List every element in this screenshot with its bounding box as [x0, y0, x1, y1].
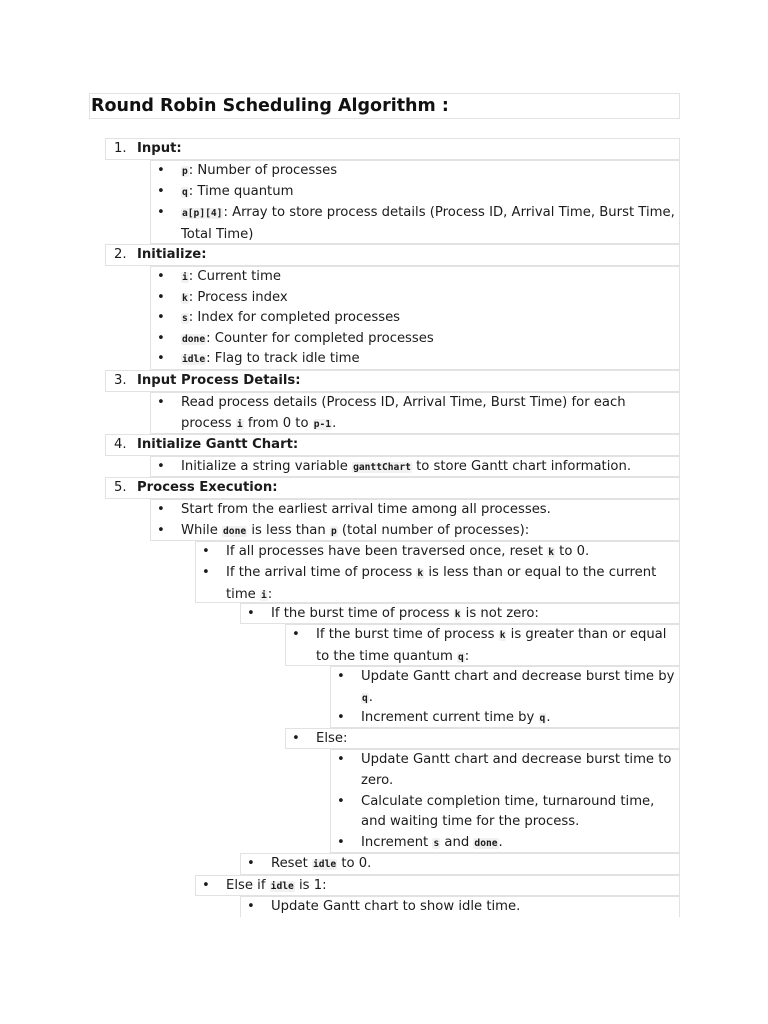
item-text: Else if: [226, 878, 270, 893]
item-text: is less than or equal to the current time: [226, 565, 657, 602]
code-term: idle: [182, 354, 206, 365]
bullet: •: [157, 330, 165, 346]
item-text: and: [440, 835, 474, 850]
bullet: •: [247, 606, 255, 621]
item-text: to 0.: [554, 544, 590, 559]
bullet: •: [157, 523, 165, 538]
item-text: : Process index: [188, 289, 288, 305]
section-number: 4.: [114, 437, 127, 452]
code-term: i: [236, 418, 243, 430]
section-title: Input Process Details:: [137, 373, 301, 388]
item-text: : Array to store process details (Process ID, Arrival Time, Burst Time, Total Time): [181, 205, 675, 242]
code-term: k: [417, 568, 424, 579]
code-term: q: [458, 651, 464, 663]
bullet: •: [157, 184, 165, 199]
item-text: Else:: [316, 731, 348, 746]
bullet: •: [157, 269, 165, 284]
item-text: is 1:: [294, 878, 327, 893]
item-text: is less than: [247, 523, 330, 538]
bullet: •: [157, 163, 165, 178]
code-term: ganttChart: [353, 462, 411, 473]
section-header-input-details: [105, 370, 680, 392]
title-box: [89, 93, 680, 119]
bullet: •: [292, 731, 300, 746]
bullet: •: [157, 459, 165, 474]
item-text: Calculate completion time, turnaround time, and waiting time for the process.: [361, 793, 655, 829]
item-text: : Counter for completed processes: [206, 330, 434, 346]
bullet: •: [157, 351, 165, 366]
code-term: s: [182, 313, 188, 324]
item-text: : Flag to track idle time: [206, 351, 360, 366]
section-title: Input:: [137, 141, 182, 156]
list-item: [285, 728, 680, 749]
code-term: done: [182, 333, 206, 345]
item-text: : Current time: [188, 269, 281, 284]
bullet: •: [202, 565, 210, 580]
item-text: While: [181, 523, 223, 538]
item-text: Read process details (Process ID, Arrival Time, Burst Time) for each process: [181, 395, 626, 431]
item-text: is greater than or equal to the time quantum: [316, 627, 667, 664]
list-item: [150, 499, 680, 541]
item-text: Increment: [361, 835, 433, 850]
item-text: (total number of processes):: [337, 523, 530, 538]
item-text: If the arrival time of process: [226, 565, 417, 580]
code-term: done: [474, 838, 498, 849]
item-text: to 0.: [337, 856, 372, 871]
code-term: p: [182, 166, 188, 177]
item-text: Initialize a string variable: [181, 459, 353, 474]
section-header-gantt: [105, 434, 680, 456]
item-text: Update Gantt chart to show idle time.: [271, 899, 521, 914]
bullet: •: [337, 752, 345, 767]
code-term: p: [330, 526, 337, 537]
item-text: Start from the earliest arrival time among all processes.: [181, 502, 551, 517]
bullet: •: [157, 395, 165, 410]
code-term: s: [433, 838, 440, 849]
section-number: 3.: [114, 373, 127, 388]
item-text: Increment current time by: [361, 710, 539, 725]
bullet: •: [292, 627, 300, 642]
item-text: Reset: [271, 856, 313, 871]
item-text: : Index for completed processes: [188, 310, 401, 325]
code-term: i: [261, 589, 267, 601]
item-text: If all processes have been traversed once, reset: [226, 544, 548, 559]
list-item: [195, 541, 680, 603]
code-term: k: [548, 547, 554, 558]
bullet: •: [337, 710, 345, 725]
code-term: idle: [313, 859, 337, 870]
list-item: [150, 266, 680, 370]
item-text: .: [498, 835, 503, 850]
page-title: Round Robin Scheduling Algorithm :: [91, 96, 449, 116]
code-term: q: [182, 187, 188, 198]
item-text: Update Gantt chart and decrease burst time by: [361, 669, 675, 684]
code-term: a[p][4]: [182, 208, 223, 219]
section-header-input: [105, 138, 680, 160]
item-text: : Time quantum: [188, 184, 294, 199]
section-header-execution: [105, 477, 680, 499]
bullet: •: [247, 899, 255, 914]
list-item: [285, 624, 680, 666]
code-term: k: [499, 630, 506, 641]
code-term: done: [223, 526, 247, 537]
section-title: Initialize:: [137, 247, 207, 262]
item-text: :: [464, 648, 470, 664]
item-text: :: [267, 586, 273, 602]
code-term: idle: [270, 881, 294, 892]
list-item: [240, 603, 680, 624]
section-header-initialize: [105, 244, 680, 266]
code-term: k: [182, 292, 188, 304]
bullet: •: [202, 544, 210, 559]
item-text: from 0 to: [243, 415, 313, 431]
item-text: If the burst time of process: [271, 606, 454, 621]
bullet: •: [337, 793, 345, 809]
bullet: •: [157, 502, 165, 517]
list-item: [150, 160, 680, 244]
item-text: .: [546, 710, 551, 725]
item-text: is not zero:: [461, 606, 539, 621]
item-text: .: [332, 415, 337, 431]
item-text: Update Gantt chart and decrease burst time to zero.: [361, 752, 672, 788]
bullet: •: [202, 878, 210, 893]
code-term: p-1: [313, 418, 332, 430]
code-term: q: [362, 692, 368, 704]
list-item: [150, 392, 680, 434]
list-item: [195, 875, 680, 896]
list-item: [240, 896, 680, 917]
section-title: Process Execution:: [137, 480, 278, 495]
bullet: •: [247, 856, 255, 871]
item-text: If the burst time of process: [316, 627, 499, 642]
bullet: •: [157, 310, 165, 325]
section-title: Initialize Gantt Chart:: [137, 437, 299, 452]
section-number: 2.: [114, 247, 127, 262]
code-term: i: [182, 272, 188, 283]
list-item: [150, 456, 680, 477]
item-text: : Number of processes: [188, 163, 338, 178]
bullet: •: [157, 205, 165, 220]
code-term: q: [539, 713, 546, 724]
code-term: k: [454, 609, 461, 620]
bullet: •: [157, 289, 165, 305]
section-number: 1.: [114, 141, 127, 156]
bullet: •: [337, 669, 345, 684]
item-text: .: [368, 689, 373, 705]
list-item: [240, 853, 680, 875]
bullet: •: [337, 835, 345, 850]
section-number: 5.: [114, 480, 127, 495]
list-item: [330, 749, 680, 853]
list-item: [330, 666, 680, 728]
item-text: to store Gantt chart information.: [411, 459, 632, 474]
